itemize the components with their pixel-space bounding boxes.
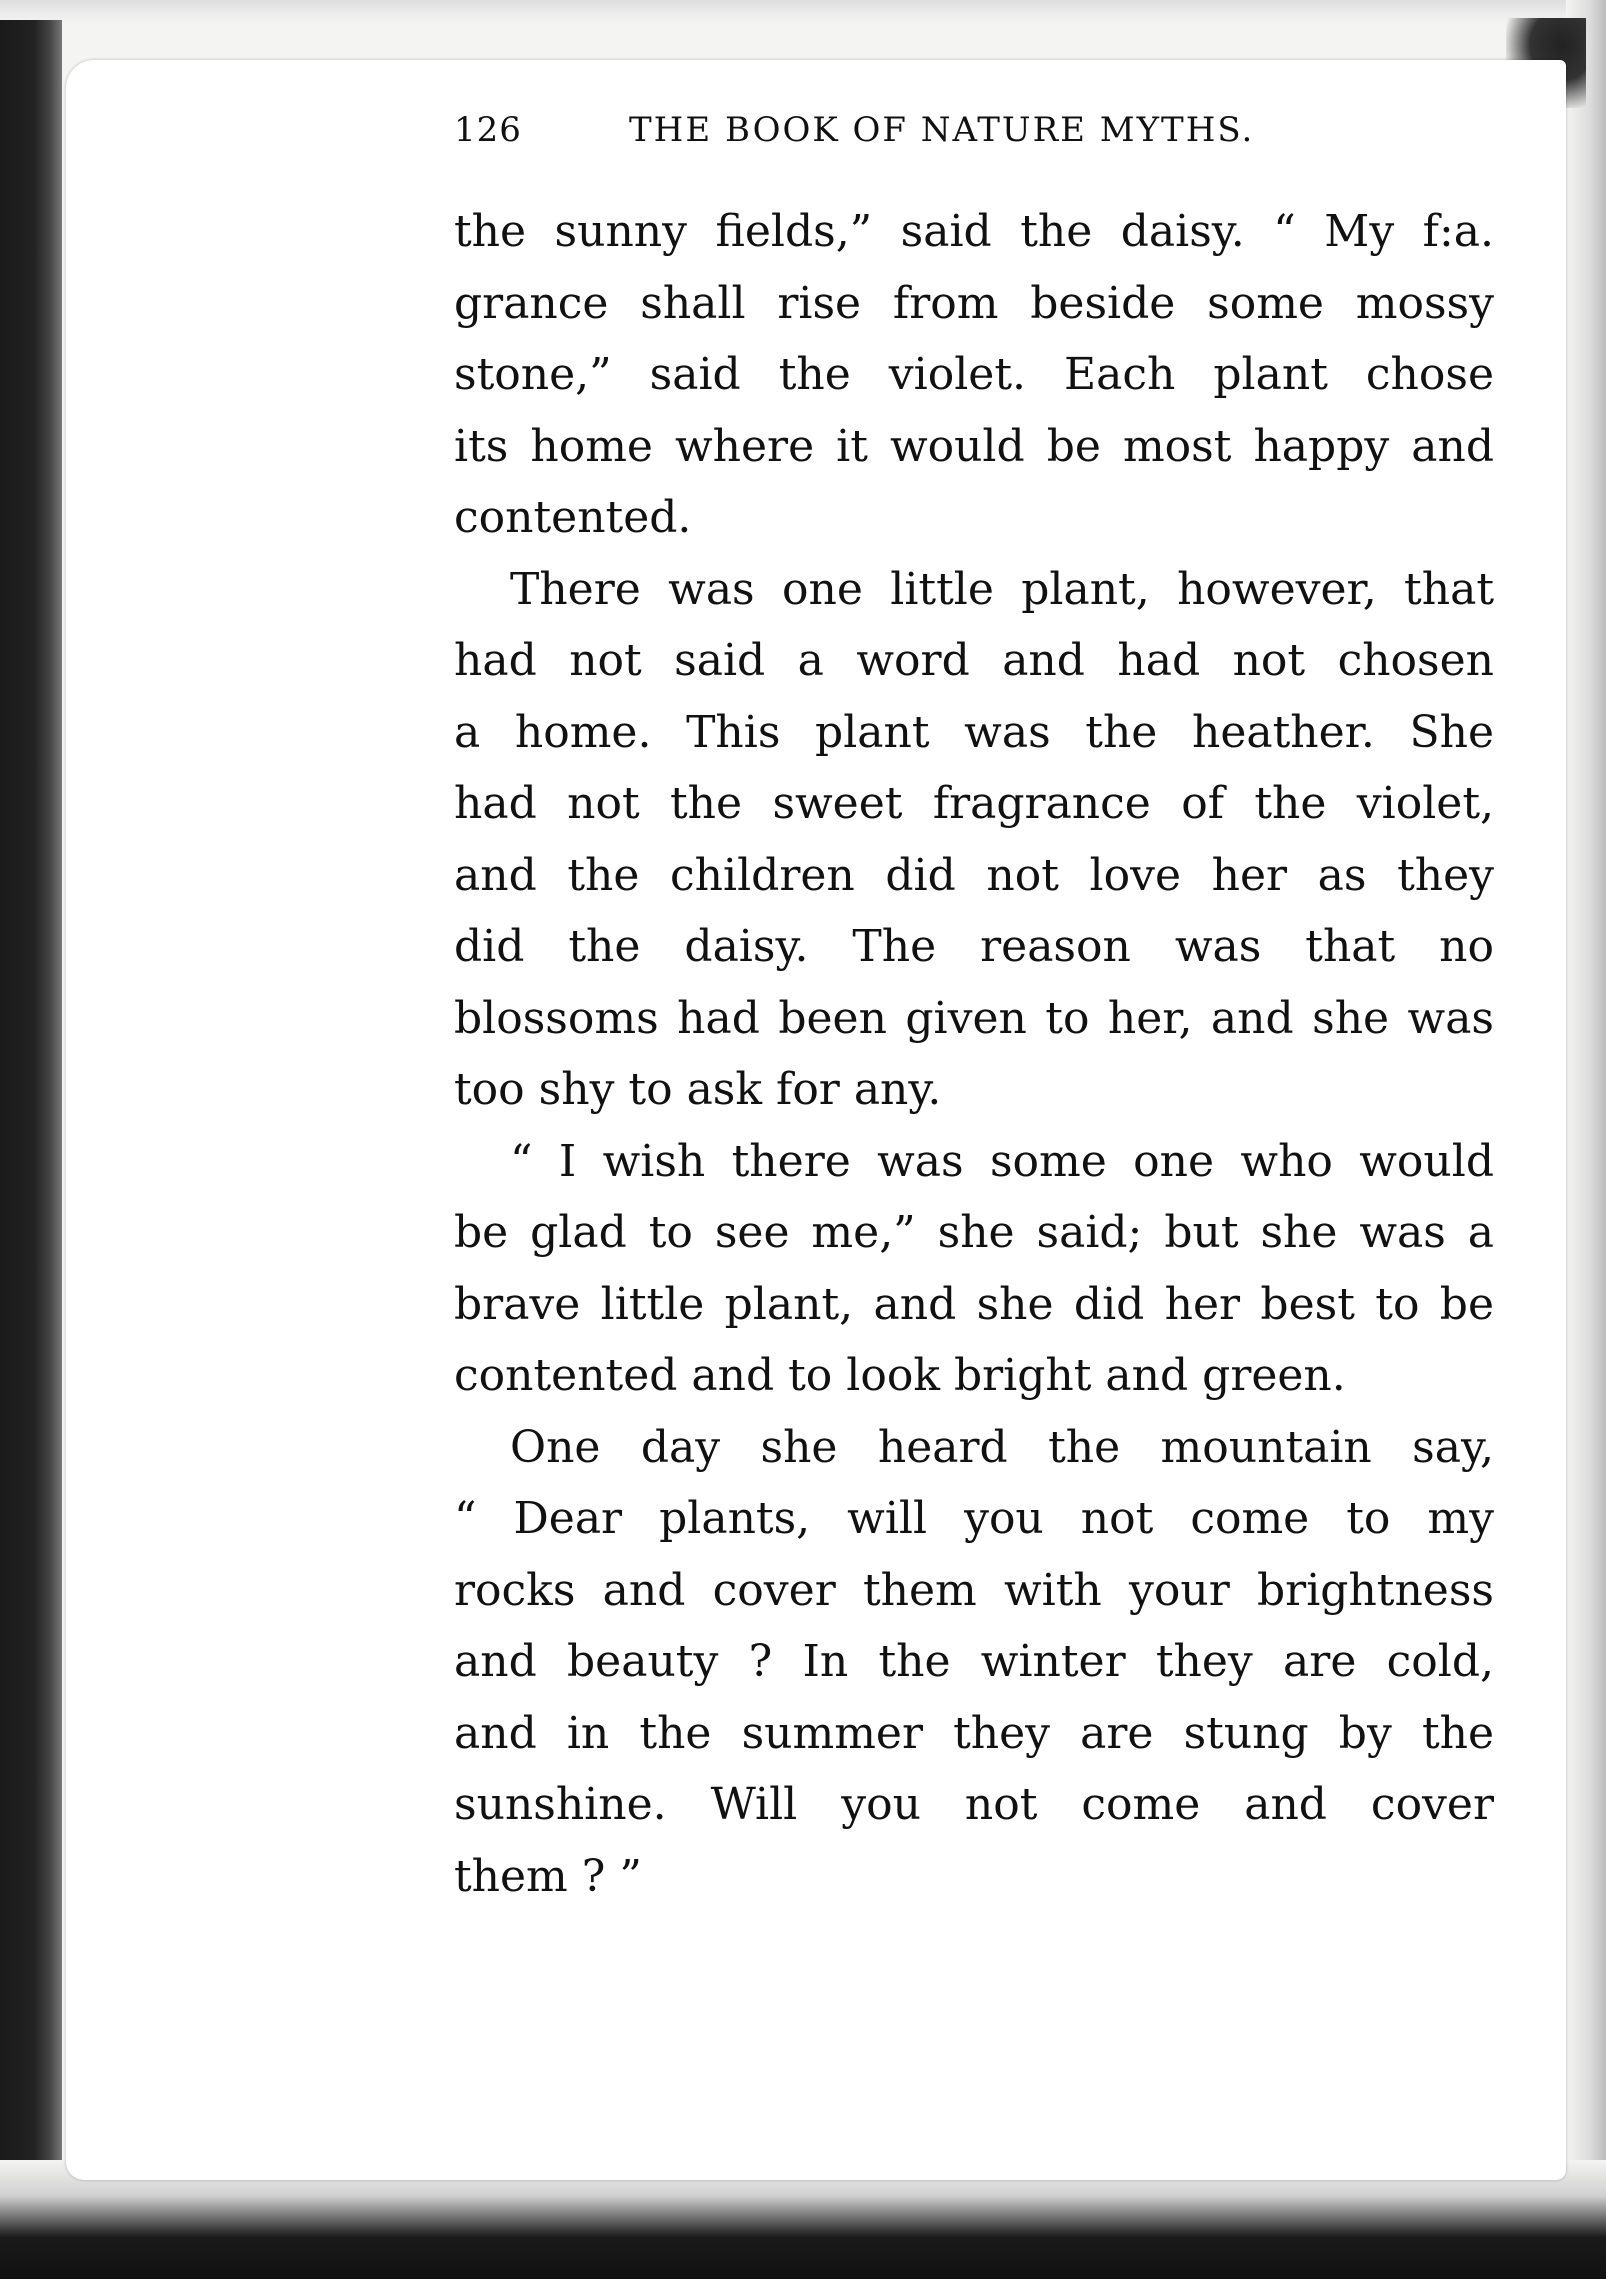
text-line: contented and to look bright and green. xyxy=(454,1350,1346,1401)
text-line: brave little plant, and she did her best to be xyxy=(454,1278,1494,1330)
running-header xyxy=(454,110,1504,162)
text-line: them ? ” xyxy=(454,1850,642,1902)
text-line: had not the sweet fragrance of the violet, xyxy=(454,778,1494,829)
page-right-edge xyxy=(1566,0,1606,2279)
book-binding-edge xyxy=(0,20,62,2260)
text-line: stone,” said the violet. Each plant chose xyxy=(454,349,1494,400)
body-text xyxy=(454,196,1494,1912)
text-line: a home. This plant was the heather. She xyxy=(454,706,1494,758)
text-line: “ Dear plants, will you not come to my xyxy=(454,1493,1494,1544)
running-title: THE BOOK OF NATURE MYTHS. xyxy=(629,110,1255,150)
text-line: and in the summer they are stung by the xyxy=(454,1707,1494,1759)
text-line: and beauty ? In the winter they are cold, xyxy=(454,1636,1494,1687)
text-line: contented. xyxy=(454,492,692,543)
text-line: One day she heard the mountain say, xyxy=(510,1421,1494,1473)
text-line: be glad to see me,” she said; but she was a xyxy=(454,1207,1494,1258)
text-line: sunshine. Will you not come and cover xyxy=(454,1779,1494,1830)
text-line: blossoms had been given to her, and she was xyxy=(454,992,1494,1044)
page-top-edge xyxy=(0,0,1606,26)
text-line: did the daisy. The reason was that no xyxy=(454,921,1494,972)
text-line: grance shall rise from beside some mossy xyxy=(454,277,1494,329)
text-line: rocks and cover them with your brightness xyxy=(454,1564,1494,1616)
text-line: There was one little plant, however, that xyxy=(510,563,1494,615)
text-line: had not said a word and had not chosen xyxy=(454,635,1494,686)
page-number: 126 xyxy=(454,110,522,150)
text-line: and the children did not love her as they xyxy=(454,849,1494,901)
text-line: too shy to ask for any. xyxy=(454,1064,942,1115)
text-line: “ I wish there was some one who would xyxy=(510,1135,1494,1187)
text-line: its home where it would be most happy and xyxy=(454,420,1494,472)
text-line: the sunny fields,” said the daisy. “ My f:a. xyxy=(454,206,1494,257)
